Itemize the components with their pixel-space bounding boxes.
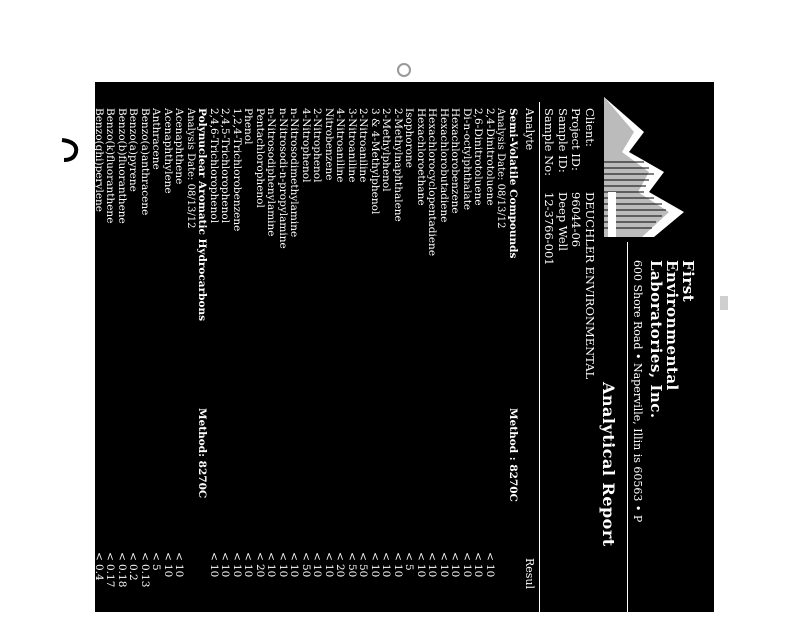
table-row <box>219 108 231 608</box>
scanned-document <box>81 82 714 612</box>
table-row <box>208 108 220 608</box>
less-than-sign: < <box>300 552 312 561</box>
analysis-date-text: Analysis Date: 08/13/12 <box>495 108 507 229</box>
analyte-name: Acenaphthene <box>173 108 186 185</box>
result-value: 10 <box>449 564 462 578</box>
column-header-result: Resul <box>523 558 536 590</box>
result-value: 10 <box>323 564 335 578</box>
less-than-sign: < <box>254 552 266 561</box>
scan-artifact-smudge <box>720 296 728 310</box>
analyte-name: 1,2,4-Trichlorobenzene <box>231 108 243 232</box>
less-than-sign: < <box>288 552 301 561</box>
result-value: 5 <box>150 564 163 571</box>
analyte-name: Pentachlorophenol <box>254 108 266 208</box>
info-value: DEUCHLER ENVIRONMENTAL <box>583 192 597 380</box>
table-row <box>346 108 358 608</box>
info-label: Sample No: <box>542 108 557 177</box>
result-value: 10 <box>461 564 473 578</box>
info-label: Sample ID: <box>555 108 570 173</box>
result-value: 20 <box>334 564 347 578</box>
less-than-sign: < <box>219 552 232 561</box>
result-value: 5 <box>403 564 416 571</box>
table-row <box>173 108 185 608</box>
analyte-name: 2-Nitrophenol <box>311 108 324 183</box>
less-than-sign: < <box>484 552 496 561</box>
less-than-sign: < <box>81 552 94 561</box>
table-row <box>415 108 427 608</box>
analyte-name: Benzo(a)pyrene <box>127 108 140 192</box>
table-row <box>323 108 335 608</box>
table-row <box>403 108 415 608</box>
table-row <box>242 108 254 608</box>
result-value: 10 <box>242 564 255 578</box>
analyte-name: Di-n-octylphthalate <box>461 108 473 211</box>
analyte-name: Anthracene <box>150 108 163 170</box>
info-value: 12-3766-001 <box>542 192 557 266</box>
analyte-name: Hexachlorobutadiene <box>438 108 450 223</box>
less-than-sign: < <box>334 552 347 561</box>
company-logo-icon <box>594 92 704 242</box>
less-than-sign: < <box>139 552 151 561</box>
company-name-line-3: Laboratories, Inc. <box>647 260 665 419</box>
section-title: Semi-Volatile Compounds <box>507 108 519 259</box>
result-value: 10 <box>162 564 174 578</box>
result-value: 50 <box>346 564 358 578</box>
analysis-date <box>495 108 507 608</box>
table-row <box>116 108 128 608</box>
analyte-name: 2,6-Dinitrotoluene <box>472 108 485 206</box>
info-label: Project ID: <box>569 108 584 171</box>
result-value: 50 <box>357 564 370 578</box>
analyte-name: Phenol <box>242 108 255 145</box>
table-row <box>380 108 392 608</box>
result-value: 10 <box>472 564 485 578</box>
table-row <box>311 108 323 608</box>
less-than-sign: < <box>426 552 439 561</box>
less-than-sign: < <box>346 552 358 561</box>
analyte-name: 2,4,5-Trichlorophenol <box>219 108 232 224</box>
result-value: 0.2 <box>127 564 140 581</box>
less-than-sign: < <box>403 552 416 561</box>
less-than-sign: < <box>93 552 105 561</box>
table-divider <box>539 102 540 612</box>
result-value: 10 <box>208 564 220 578</box>
analyte-name: n-Nitrosodi-n-propylamine <box>277 108 289 249</box>
analyte-name: Benzo(k)fluoranthene <box>104 108 117 224</box>
result-value: 0.17 <box>104 564 117 588</box>
less-than-sign: < <box>242 552 255 561</box>
result-value: 0.4 <box>93 564 105 581</box>
less-than-sign: < <box>472 552 485 561</box>
less-than-sign: < <box>357 552 370 561</box>
table-row <box>231 108 243 608</box>
less-than-sign: < <box>323 552 335 561</box>
table-row <box>81 108 93 608</box>
analyte-name: 4-Nitroaniline <box>334 108 347 183</box>
company-name-line-1: First <box>679 260 697 303</box>
table-row <box>254 108 266 608</box>
table-row <box>288 108 300 608</box>
table-row <box>392 108 404 608</box>
analyte-name: Nitrobenzene <box>323 108 335 181</box>
analyte-name: Hexachlorobenzene <box>449 108 462 214</box>
analyte-name: 4-Nitrophenol <box>300 108 312 183</box>
table-row <box>150 108 162 608</box>
less-than-sign: < <box>162 552 174 561</box>
table-row <box>104 108 116 608</box>
less-than-sign: < <box>104 552 117 561</box>
section-method: Method : 8270C <box>507 408 519 502</box>
less-than-sign: < <box>380 552 393 561</box>
result-value: 10 <box>288 564 301 578</box>
info-value: 96044-06 <box>569 192 584 248</box>
analyte-name: Hexachloroethane <box>415 108 427 206</box>
result-value: 1.5 <box>81 564 94 581</box>
analyte-name: Hexachlorocyclopentadiene <box>426 108 439 257</box>
result-value: 50 <box>300 564 312 578</box>
table-row <box>300 108 312 608</box>
result-value: 10 <box>311 564 324 578</box>
result-value: 10 <box>231 564 243 578</box>
less-than-sign: < <box>231 552 243 561</box>
result-value: 20 <box>254 564 266 578</box>
analyte-name: Chrysene <box>81 108 94 159</box>
table-row <box>277 108 289 608</box>
scan-artifact-hole <box>396 62 412 78</box>
table-row <box>472 108 484 608</box>
results-table <box>81 108 518 608</box>
table-row <box>265 108 277 608</box>
table-row <box>438 108 450 608</box>
info-row-project <box>569 108 583 379</box>
section-method: Method: 8270C <box>196 408 209 499</box>
result-value: 10 <box>265 564 278 578</box>
section-header <box>196 108 208 608</box>
info-row-sample-no <box>542 108 556 379</box>
analyte-name: Acenaphthylene <box>162 108 174 194</box>
table-row <box>369 108 381 608</box>
less-than-sign: < <box>461 552 473 561</box>
section-title: Polynuclear Aromatic Hydrocarbons <box>196 108 209 322</box>
column-header-analyte: Analyte <box>523 108 536 151</box>
scan-artifact-mark <box>58 136 82 164</box>
analyte-name: 3 & 4-Methylphenol <box>369 108 381 215</box>
analyte-name: 2-Methylnaphthalene <box>392 108 404 222</box>
less-than-sign: < <box>392 552 404 561</box>
result-value: 10 <box>277 564 289 578</box>
table-row <box>334 108 346 608</box>
less-than-sign: < <box>449 552 462 561</box>
less-than-sign: < <box>265 552 278 561</box>
analyte-name: Benzo(a)anthracene <box>139 108 151 216</box>
less-than-sign: < <box>369 552 381 561</box>
company-address: 600 Shore Road • Naperville, Illin is 60563 • P <box>631 260 644 523</box>
company-name-line-2: Environmental <box>663 260 681 391</box>
result-value: 10 <box>438 564 450 578</box>
section-header <box>507 108 519 608</box>
analyte-name: 2,4,6-Trichlorophenol <box>208 108 220 224</box>
table-row <box>139 108 151 608</box>
analyte-name: 2-Methylphenol <box>380 108 393 192</box>
table-row <box>426 108 438 608</box>
analyte-name: Isophorone <box>403 108 416 168</box>
table-row <box>357 108 369 608</box>
less-than-sign: < <box>116 552 128 561</box>
report-title: Analytical Report <box>599 382 618 547</box>
analyte-name: 2-Nitroaniline <box>357 108 370 183</box>
analyte-name: 2,4-Dinitrotoluene <box>484 108 496 206</box>
table-row <box>461 108 473 608</box>
table-row <box>127 108 139 608</box>
less-than-sign: < <box>127 552 140 561</box>
info-label: Client: <box>583 108 597 147</box>
less-than-sign: < <box>173 552 186 561</box>
analyte-name: n-Nitrosodiphenylamine <box>265 108 278 237</box>
less-than-sign: < <box>311 552 324 561</box>
analyte-name: n-Nitrosodimethylamine <box>288 108 301 238</box>
company-name <box>648 260 696 419</box>
result-value: 10 <box>219 564 232 578</box>
less-than-sign: < <box>208 552 220 561</box>
table-row <box>162 108 174 608</box>
less-than-sign: < <box>150 552 163 561</box>
result-value: 10 <box>392 564 404 578</box>
analysis-date <box>185 108 197 608</box>
result-value: 10 <box>484 564 496 578</box>
analyte-name: Benzo(ghi)perylene <box>93 108 105 213</box>
info-value: Deep Well <box>555 192 570 251</box>
analyte-name: 3-Nitroaniline <box>346 108 358 183</box>
less-than-sign: < <box>438 552 450 561</box>
table-row <box>449 108 461 608</box>
result-value: 10 <box>173 564 186 578</box>
less-than-sign: < <box>277 552 289 561</box>
result-value: 10 <box>415 564 427 578</box>
result-value: 10 <box>426 564 439 578</box>
analysis-date-text: Analysis Date: 08/13/12 <box>185 108 196 229</box>
result-value: 0.13 <box>139 564 151 588</box>
result-value: 10 <box>380 564 393 578</box>
info-row-sample-id <box>555 108 569 379</box>
table-row <box>93 108 105 608</box>
analyte-name: Benzo(b)fluoranthene <box>116 108 128 224</box>
report-page <box>81 82 714 612</box>
header-divider <box>627 242 628 612</box>
info-row-client <box>582 108 596 379</box>
less-than-sign: < <box>415 552 427 561</box>
table-row <box>484 108 496 608</box>
result-value: 10 <box>369 564 381 578</box>
sample-info <box>542 108 596 379</box>
result-value: 0.18 <box>116 564 128 588</box>
